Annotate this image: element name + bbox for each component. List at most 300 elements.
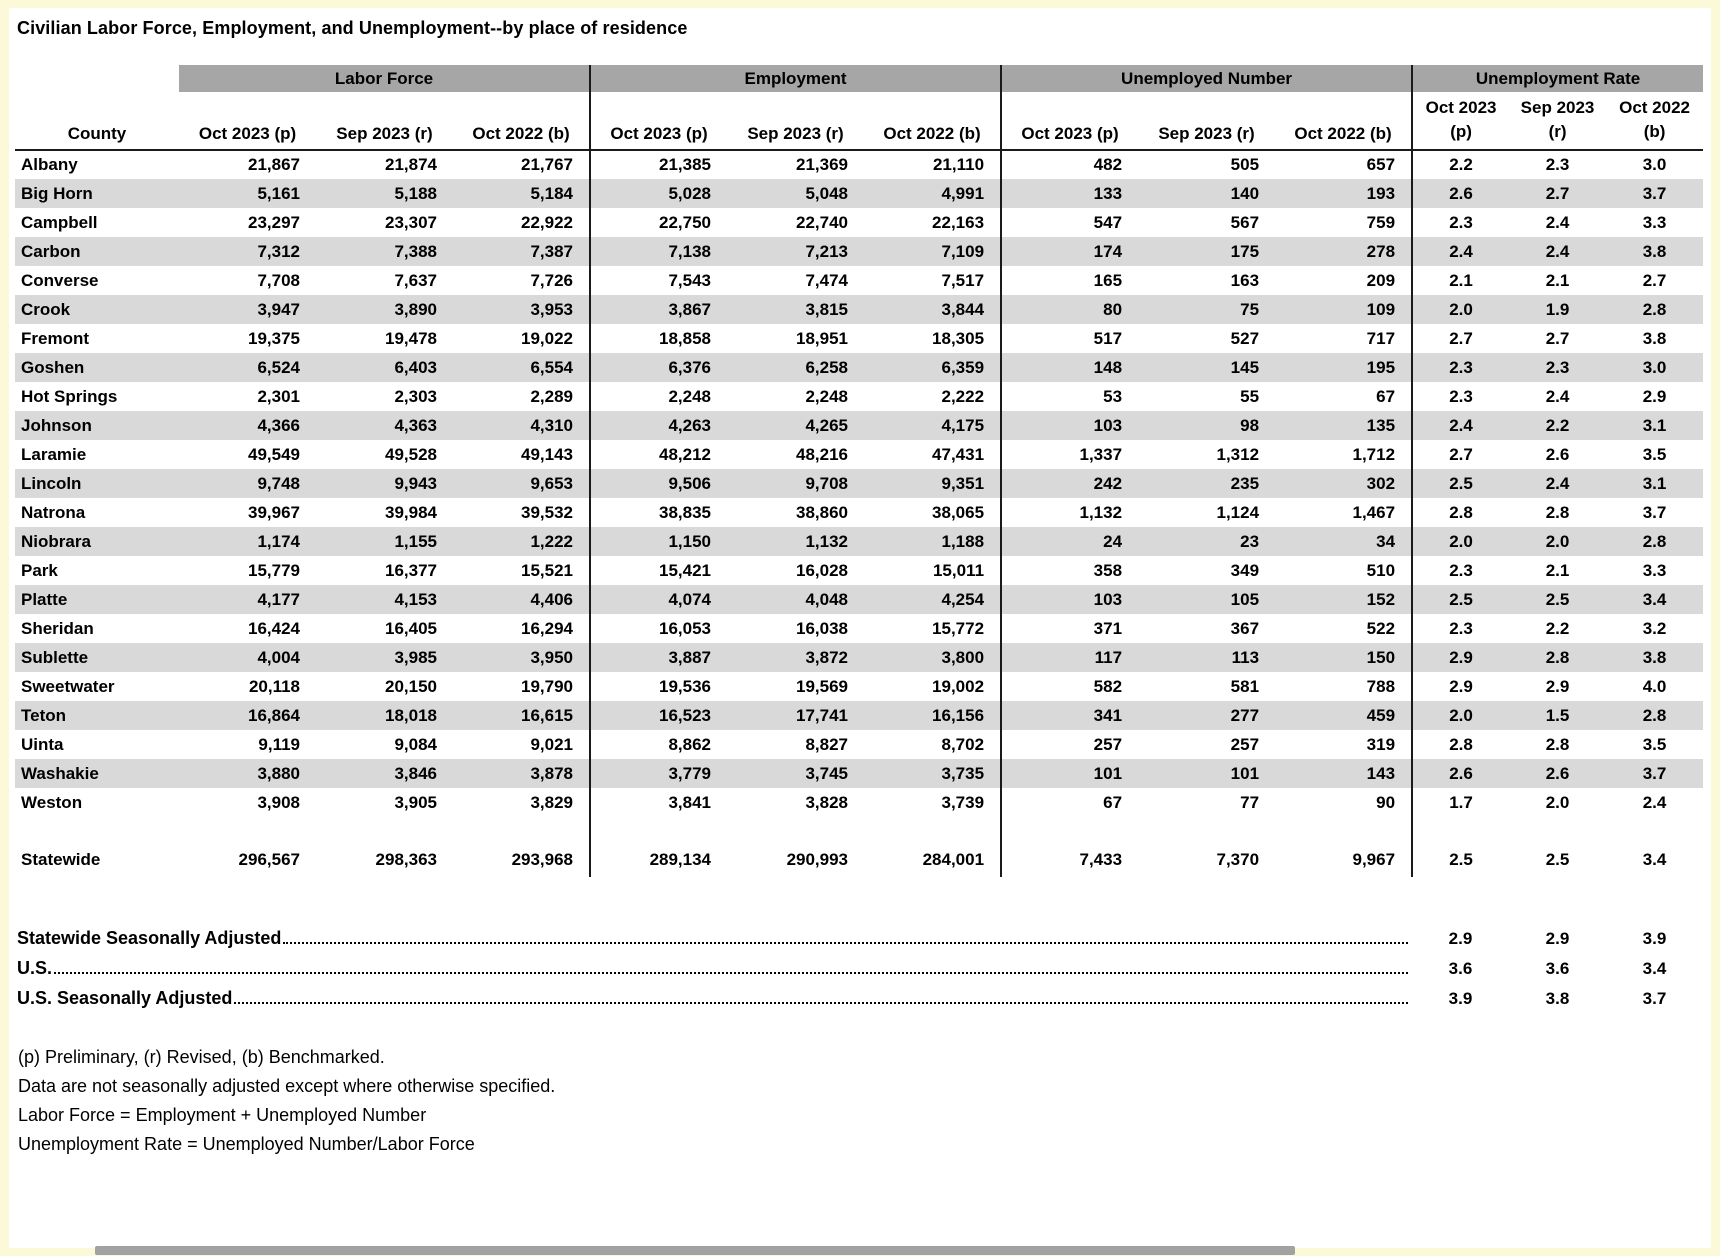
county-row xyxy=(15,701,1703,730)
county-row xyxy=(15,672,1703,701)
count-cell: 482 xyxy=(1001,150,1138,179)
dot-leader xyxy=(54,972,1408,974)
county-row xyxy=(15,643,1703,672)
rate-cell: 2.8 xyxy=(1545,734,1570,754)
count-cell: 1,132 xyxy=(805,531,849,551)
count-cell: 19,375 xyxy=(248,328,300,348)
footnote: Labor Force = Employment + Unemployed Number xyxy=(18,1105,427,1125)
count-cell: 5,028 xyxy=(590,179,727,208)
rate-cell: 4.0 xyxy=(1642,676,1667,696)
count-cell: 349 xyxy=(1230,560,1260,580)
summary-rate-value: 2.9 xyxy=(1545,929,1570,948)
count-cell: 2,248 xyxy=(590,382,727,411)
rate-cell: 2.6 xyxy=(1412,759,1509,788)
county-name: Sweetwater xyxy=(21,676,115,696)
count-cell: 3,846 xyxy=(394,763,437,783)
count-cell: 16,615 xyxy=(521,705,574,725)
count-cell: 1,467 xyxy=(1352,502,1396,522)
rate-cell: 2.7 xyxy=(1642,270,1667,290)
rate-cell: 3.7 xyxy=(1642,183,1667,203)
rate-cell: 2.6 xyxy=(1412,179,1509,208)
count-cell: 3,844 xyxy=(941,299,985,319)
count-cell: 3,779 xyxy=(590,759,727,788)
count-cell: 143 xyxy=(1366,763,1396,783)
count-cell: 9,084 xyxy=(394,734,437,754)
count-cell: 7,312 xyxy=(257,241,300,261)
county-row xyxy=(15,324,1703,353)
rate-cell: 2.8 xyxy=(1412,498,1509,527)
county-row xyxy=(15,730,1703,759)
group-header-labor-force: Labor Force xyxy=(179,65,590,92)
rate-cell: 2.4 xyxy=(1545,212,1570,232)
rate-cell: 2.9 xyxy=(1642,386,1667,406)
count-cell: 1,124 xyxy=(1216,502,1260,522)
rate-cell: 2.4 xyxy=(1545,473,1570,493)
spacer-cell xyxy=(590,817,1001,843)
count-cell: 290,993 xyxy=(786,850,849,869)
rate-cell: 2.5 xyxy=(1412,469,1509,498)
count-cell: 277 xyxy=(1230,705,1260,725)
rate-cell: 2.8 xyxy=(1642,531,1667,551)
rate-cell: 2.7 xyxy=(1412,324,1509,353)
count-cell: 15,011 xyxy=(932,560,985,580)
count-cell: 319 xyxy=(1366,734,1396,754)
rate-cell: 2.1 xyxy=(1545,270,1570,290)
rate-cell: 2.3 xyxy=(1412,614,1509,643)
rate-cell: 2.3 xyxy=(1412,208,1509,237)
count-cell: 38,860 xyxy=(796,502,849,522)
county-name: Uinta xyxy=(21,734,64,754)
rate-header-line1: Sep 2023 xyxy=(1520,98,1595,118)
county-name: Fremont xyxy=(21,328,89,348)
count-cell: 657 xyxy=(1366,155,1396,174)
count-cell: 3,800 xyxy=(941,647,985,667)
count-cell: 5,188 xyxy=(394,183,437,203)
count-cell: 788 xyxy=(1366,676,1396,696)
summary-rate-value: 3.6 xyxy=(1545,959,1570,978)
count-cell: 16,038 xyxy=(796,618,849,638)
count-cell: 2,222 xyxy=(941,386,985,406)
count-cell: 3,872 xyxy=(805,647,849,667)
summary-row xyxy=(15,949,1703,979)
count-cell: 547 xyxy=(1001,208,1138,237)
count-cell: 4,074 xyxy=(590,585,727,614)
rate-cell: 3.0 xyxy=(1642,357,1667,377)
count-cell: 4,366 xyxy=(257,415,300,435)
count-cell: 175 xyxy=(1230,241,1260,261)
count-cell: 15,421 xyxy=(590,556,727,585)
summary-section xyxy=(15,919,1703,1009)
county-name: Weston xyxy=(21,792,83,812)
column-header-oct-2022-b: Oct 2022 (b) xyxy=(1275,92,1412,150)
count-cell: 21,369 xyxy=(796,155,849,174)
count-cell: 7,213 xyxy=(805,241,849,261)
count-cell: 38,835 xyxy=(590,498,727,527)
count-cell: 80 xyxy=(1001,295,1138,324)
count-cell: 209 xyxy=(1366,270,1396,290)
count-cell: 298,363 xyxy=(375,850,437,869)
county-row xyxy=(15,266,1703,295)
count-cell: 90 xyxy=(1376,792,1396,812)
count-cell: 9,653 xyxy=(530,473,574,493)
rate-cell: 1.9 xyxy=(1545,299,1570,319)
rate-cell: 2.3 xyxy=(1545,357,1570,377)
horizontal-scrollbar-thumb[interactable] xyxy=(95,1246,1295,1255)
county-name: Sublette xyxy=(21,647,89,667)
count-cell: 163 xyxy=(1230,270,1260,290)
count-cell: 341 xyxy=(1001,701,1138,730)
rate-cell: 3.4 xyxy=(1642,850,1667,869)
count-cell: 527 xyxy=(1230,328,1260,348)
count-cell: 16,156 xyxy=(932,705,985,725)
rate-cell: 2.0 xyxy=(1412,527,1509,556)
rate-cell: 2.3 xyxy=(1412,382,1509,411)
count-cell: 16,053 xyxy=(590,614,727,643)
count-cell: 8,827 xyxy=(805,734,849,754)
count-cell: 284,001 xyxy=(922,850,985,869)
count-cell: 9,021 xyxy=(530,734,574,754)
count-cell: 567 xyxy=(1230,212,1260,232)
count-cell: 16,028 xyxy=(796,560,849,580)
count-cell: 22,163 xyxy=(932,212,985,232)
count-cell: 3,950 xyxy=(530,647,574,667)
rate-cell: 2.5 xyxy=(1545,850,1570,869)
count-cell: 15,772 xyxy=(932,618,985,638)
count-cell: 16,424 xyxy=(248,618,300,638)
summary-rate-value: 3.6 xyxy=(1448,959,1473,978)
rate-cell: 2.5 xyxy=(1412,843,1509,877)
county-row xyxy=(15,556,1703,585)
rate-cell: 2.5 xyxy=(1412,585,1509,614)
count-cell: 39,967 xyxy=(248,502,300,522)
count-cell: 2,303 xyxy=(394,386,437,406)
column-header-oct-2022-b: Oct 2022 (b) xyxy=(864,92,1001,150)
count-cell: 48,216 xyxy=(796,444,849,464)
count-cell: 7,388 xyxy=(394,241,437,261)
statewide-row xyxy=(15,843,1703,877)
column-header-oct-2023-p: Oct 2023 (p) xyxy=(1001,92,1138,150)
county-column-header: County xyxy=(15,92,179,150)
count-cell: 49,549 xyxy=(248,444,300,464)
rate-cell: 2.8 xyxy=(1642,299,1667,319)
rate-cell: 3.8 xyxy=(1642,328,1667,348)
rate-cell: 2.3 xyxy=(1545,155,1570,174)
count-cell: 21,867 xyxy=(248,155,300,174)
count-cell: 15,521 xyxy=(521,560,574,580)
count-cell: 103 xyxy=(1001,585,1138,614)
count-cell: 49,143 xyxy=(521,444,574,464)
count-cell: 49,528 xyxy=(385,444,437,464)
count-cell: 2,301 xyxy=(257,386,300,406)
rate-cell: 3.4 xyxy=(1642,589,1667,609)
count-cell: 7,637 xyxy=(394,270,437,290)
rate-header-line1: Oct 2022 xyxy=(1619,98,1690,118)
count-cell: 4,177 xyxy=(257,589,300,609)
count-cell: 3,947 xyxy=(257,299,300,319)
spacer-cell xyxy=(1001,817,1412,843)
count-cell: 145 xyxy=(1230,357,1260,377)
rate-cell: 2.0 xyxy=(1545,531,1570,551)
count-cell: 101 xyxy=(1230,763,1260,783)
count-cell: 4,263 xyxy=(590,411,727,440)
count-cell: 6,258 xyxy=(805,357,849,377)
count-cell: 53 xyxy=(1001,382,1138,411)
count-cell: 20,150 xyxy=(385,676,437,696)
labor-force-table xyxy=(15,65,1703,877)
count-cell: 3,887 xyxy=(590,643,727,672)
count-cell: 18,951 xyxy=(796,328,849,348)
column-header-oct-2022-b: Oct 2022 (b) xyxy=(453,92,590,150)
summary-rate-value: 3.8 xyxy=(1545,989,1570,1008)
count-cell: 717 xyxy=(1366,328,1396,348)
county-name: Platte xyxy=(21,589,68,609)
count-cell: 367 xyxy=(1230,618,1260,638)
count-cell: 2,248 xyxy=(805,386,849,406)
count-cell: 9,119 xyxy=(258,734,300,754)
count-cell: 5,048 xyxy=(805,183,849,203)
summary-rate-value: 2.9 xyxy=(1448,929,1473,948)
count-cell: 135 xyxy=(1366,415,1396,435)
count-cell: 3,880 xyxy=(257,763,300,783)
count-cell: 3,815 xyxy=(805,299,849,319)
county-row xyxy=(15,788,1703,817)
count-cell: 140 xyxy=(1230,183,1260,203)
rate-cell: 3.8 xyxy=(1642,241,1667,261)
rate-cell: 3.3 xyxy=(1642,560,1667,580)
summary-values xyxy=(1412,959,1703,979)
county-name: Crook xyxy=(21,299,71,319)
count-cell: 9,943 xyxy=(394,473,437,493)
count-cell: 3,829 xyxy=(530,792,574,812)
count-cell: 358 xyxy=(1001,556,1138,585)
count-cell: 34 xyxy=(1376,531,1396,551)
dot-leader xyxy=(283,942,1408,944)
county-name: Washakie xyxy=(21,763,99,783)
count-cell: 296,567 xyxy=(238,850,300,869)
summary-rate-value: 3.9 xyxy=(1642,929,1667,948)
county-name: Park xyxy=(21,560,58,580)
count-cell: 257 xyxy=(1230,734,1260,754)
count-cell: 371 xyxy=(1001,614,1138,643)
county-row xyxy=(15,382,1703,411)
county-name: Campbell xyxy=(21,212,98,232)
rate-cell: 3.3 xyxy=(1642,212,1667,232)
column-header-oct-2023-p: Oct 2023 (p) xyxy=(590,92,727,150)
rate-cell: 2.0 xyxy=(1545,792,1570,812)
count-cell: 101 xyxy=(1001,759,1138,788)
county-name: Goshen xyxy=(21,357,85,377)
summary-label: U.S. Seasonally Adjusted xyxy=(17,988,233,1008)
column-header-sep-2023-r: Sep 2023 (r) xyxy=(727,92,864,150)
count-cell: 3,867 xyxy=(590,295,727,324)
count-cell: 19,022 xyxy=(521,328,574,348)
count-cell: 4,991 xyxy=(941,183,985,203)
spacer-row xyxy=(15,817,1703,843)
county-row xyxy=(15,208,1703,237)
group-header-unemployment-rate: Unemployment Rate xyxy=(1412,65,1703,92)
count-cell: 193 xyxy=(1366,183,1396,203)
rate-cell: 2.6 xyxy=(1545,444,1570,464)
count-cell: 235 xyxy=(1230,473,1260,493)
count-cell: 21,874 xyxy=(385,155,437,174)
count-cell: 174 xyxy=(1001,237,1138,266)
count-cell: 7,708 xyxy=(257,270,300,290)
county-row xyxy=(15,614,1703,643)
count-cell: 1,150 xyxy=(590,527,727,556)
count-cell: 195 xyxy=(1366,357,1396,377)
count-cell: 22,922 xyxy=(521,212,574,232)
summary-row xyxy=(15,979,1703,1009)
rate-cell: 3.7 xyxy=(1642,502,1667,522)
count-cell: 19,536 xyxy=(590,672,727,701)
count-cell: 3,745 xyxy=(805,763,849,783)
rate-cell: 2.8 xyxy=(1412,730,1509,759)
count-cell: 9,748 xyxy=(257,473,300,493)
count-cell: 3,739 xyxy=(941,792,985,812)
count-cell: 7,517 xyxy=(941,270,985,290)
count-cell: 8,702 xyxy=(941,734,985,754)
county-name: Johnson xyxy=(21,415,92,435)
count-cell: 47,431 xyxy=(932,444,985,464)
county-name: Natrona xyxy=(21,502,86,522)
rate-cell: 2.4 xyxy=(1642,792,1667,812)
rate-header-line2: (b) xyxy=(1643,122,1666,142)
count-cell: 3,890 xyxy=(394,299,437,319)
corner-blank xyxy=(15,65,179,92)
count-cell: 7,543 xyxy=(590,266,727,295)
count-cell: 6,554 xyxy=(530,357,574,377)
count-cell: 3,735 xyxy=(941,763,985,783)
county-row xyxy=(15,237,1703,266)
statewide-label: Statewide xyxy=(21,850,101,869)
count-cell: 9,506 xyxy=(590,469,727,498)
count-cell: 19,569 xyxy=(796,676,849,696)
county-row xyxy=(15,498,1703,527)
count-cell: 7,474 xyxy=(805,270,849,290)
summary-label: U.S. xyxy=(17,958,53,978)
count-cell: 67 xyxy=(1376,386,1396,406)
county-row xyxy=(15,179,1703,208)
spacer-cell xyxy=(1412,817,1703,843)
count-cell: 77 xyxy=(1240,792,1260,812)
count-cell: 9,967 xyxy=(1352,850,1396,869)
rate-cell: 2.9 xyxy=(1412,643,1509,672)
count-cell: 4,265 xyxy=(805,415,849,435)
county-name: Sheridan xyxy=(21,618,94,638)
group-header-unemployed-number: Unemployed Number xyxy=(1001,65,1412,92)
page-title: Civilian Labor Force, Employment, and Unemployment--by place of residence xyxy=(17,18,688,38)
summary-values xyxy=(1412,929,1703,949)
count-cell: 302 xyxy=(1366,473,1396,493)
county-name: Teton xyxy=(21,705,67,725)
count-cell: 38,065 xyxy=(932,502,985,522)
count-cell: 3,841 xyxy=(590,788,727,817)
count-cell: 1,132 xyxy=(1001,498,1138,527)
count-cell: 16,864 xyxy=(248,705,300,725)
rate-cell: 2.0 xyxy=(1412,701,1509,730)
rate-cell: 2.6 xyxy=(1545,763,1570,783)
rate-cell: 2.5 xyxy=(1545,589,1570,609)
count-cell: 1,174 xyxy=(257,531,300,551)
count-cell: 581 xyxy=(1230,676,1260,696)
rate-cell: 2.7 xyxy=(1412,440,1509,469)
count-cell: 278 xyxy=(1366,241,1396,261)
count-cell: 133 xyxy=(1001,179,1138,208)
count-cell: 9,708 xyxy=(805,473,849,493)
rate-cell: 3.7 xyxy=(1642,763,1667,783)
count-cell: 150 xyxy=(1366,647,1396,667)
count-cell: 7,726 xyxy=(530,270,574,290)
count-cell: 3,828 xyxy=(805,792,849,812)
footnote: Data are not seasonally adjusted except where otherwise specified. xyxy=(18,1076,556,1096)
rate-cell: 2.9 xyxy=(1412,672,1509,701)
rate-cell: 3.1 xyxy=(1642,473,1667,493)
column-header-oct-2023-p: Oct 2023 (p) xyxy=(179,92,316,150)
count-cell: 16,523 xyxy=(590,701,727,730)
count-cell: 1,712 xyxy=(1352,444,1396,464)
county-row xyxy=(15,295,1703,324)
count-cell: 18,018 xyxy=(385,705,437,725)
rate-cell: 2.4 xyxy=(1412,237,1509,266)
column-header-row xyxy=(15,92,1703,150)
rate-cell: 2.2 xyxy=(1412,150,1509,179)
count-cell: 1,312 xyxy=(1216,444,1260,464)
count-cell: 1,155 xyxy=(394,531,437,551)
count-cell: 8,862 xyxy=(590,730,727,759)
count-cell: 109 xyxy=(1366,299,1396,319)
count-cell: 19,790 xyxy=(521,676,574,696)
count-cell: 759 xyxy=(1366,212,1396,232)
count-cell: 7,138 xyxy=(590,237,727,266)
column-header-sep-2023-r: Sep 2023 (r) xyxy=(316,92,453,150)
worksheet xyxy=(9,8,1711,1248)
count-cell: 6,359 xyxy=(941,357,985,377)
count-cell: 19,478 xyxy=(385,328,437,348)
rate-cell: 2.1 xyxy=(1412,266,1509,295)
column-header-rate-oct-2023-p xyxy=(1412,92,1509,150)
county-row xyxy=(15,440,1703,469)
county-name: Big Horn xyxy=(21,183,93,203)
count-cell: 1,188 xyxy=(941,531,985,551)
count-cell: 75 xyxy=(1240,299,1260,319)
count-cell: 7,109 xyxy=(941,241,985,261)
county-row xyxy=(15,150,1703,179)
rate-cell: 2.8 xyxy=(1545,647,1570,667)
count-cell: 39,984 xyxy=(385,502,437,522)
column-header-rate-sep-2023-r xyxy=(1509,92,1606,150)
summary-values xyxy=(1412,989,1703,1009)
rate-cell: 3.8 xyxy=(1642,647,1667,667)
count-cell: 505 xyxy=(1230,155,1260,174)
count-cell: 4,175 xyxy=(941,415,985,435)
rate-cell: 2.2 xyxy=(1545,415,1570,435)
count-cell: 15,779 xyxy=(248,560,300,580)
rate-cell: 2.0 xyxy=(1412,295,1509,324)
county-name: Niobrara xyxy=(21,531,91,551)
rate-cell: 2.4 xyxy=(1545,241,1570,261)
count-cell: 510 xyxy=(1366,560,1396,580)
count-cell: 55 xyxy=(1240,386,1260,406)
rate-cell: 2.2 xyxy=(1545,618,1570,638)
count-cell: 1,222 xyxy=(530,531,574,551)
rate-cell: 2.3 xyxy=(1412,556,1509,585)
count-cell: 103 xyxy=(1001,411,1138,440)
count-cell: 7,387 xyxy=(530,241,574,261)
spacer-cell xyxy=(179,817,590,843)
count-cell: 22,750 xyxy=(590,208,727,237)
column-header-rate-oct-2022-b xyxy=(1606,92,1703,150)
count-cell: 257 xyxy=(1001,730,1138,759)
